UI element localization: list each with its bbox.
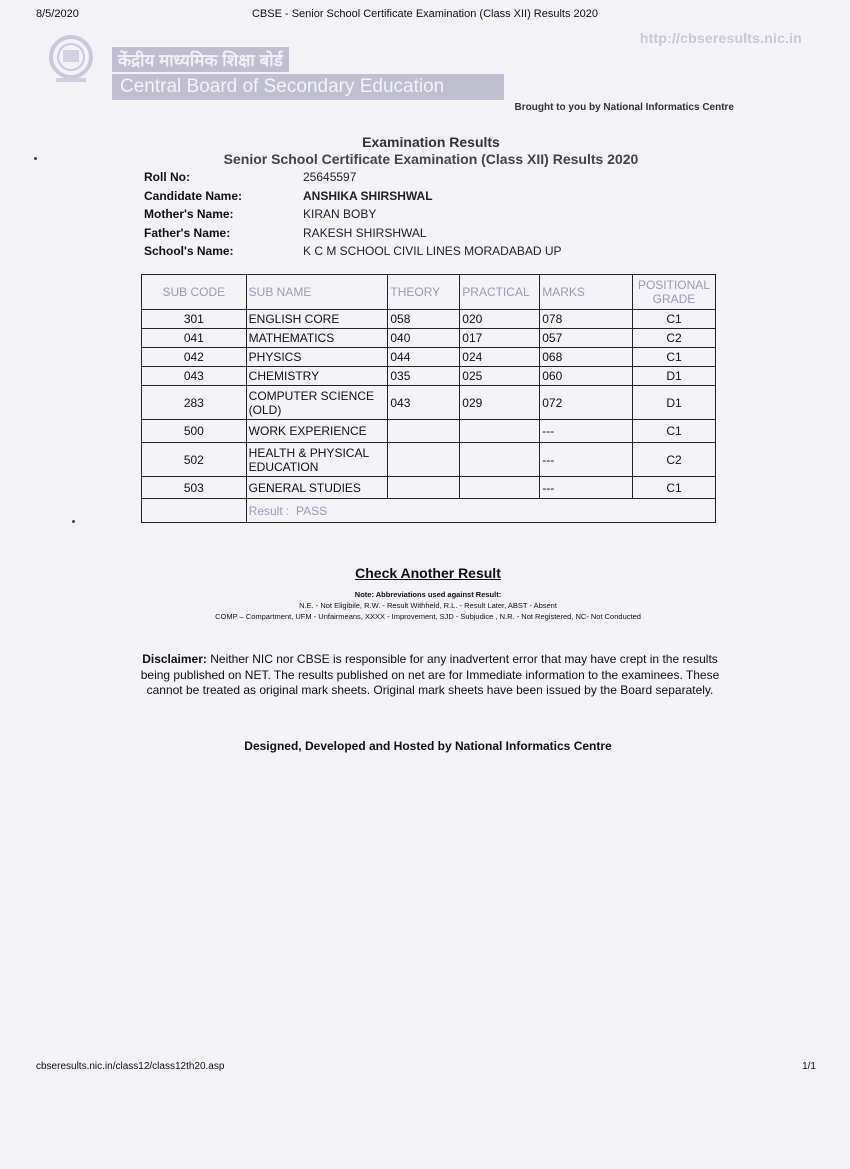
cell-grade: D1 (632, 367, 715, 386)
disclaimer (140, 652, 720, 699)
header-theory: THEORY (388, 275, 460, 310)
table-row (142, 367, 716, 386)
abbreviations-line2: COMP – Compartment, UFM - Unfairmeans, XXXX - Improvement, SJD - Subjudice , N.R. - Not Registered, NC- Not Conducted (215, 612, 641, 621)
table-row (142, 310, 716, 329)
cell-sub-code: 500 (142, 420, 247, 443)
cell-sub-code: 502 (142, 443, 247, 477)
cell-theory (388, 420, 460, 443)
cell-grade: C1 (632, 477, 715, 499)
school-name-value: K C M SCHOOL CIVIL LINES MORADABAD UP (303, 244, 562, 258)
cell-theory: 058 (388, 310, 460, 329)
abbreviations-line1: N.E. - Not Eligibile, R.W. - Result Withheld, R.L. - Result Later, ABST - Absent (299, 601, 557, 610)
cell-sub-name: PHYSICS (246, 348, 388, 367)
table-row (142, 386, 716, 420)
roll-value: 25645597 (303, 170, 357, 184)
cell-practical: 020 (460, 310, 540, 329)
cell-marks: --- (540, 477, 633, 499)
cell-marks: --- (540, 420, 633, 443)
scan-speck (34, 157, 37, 160)
cell-grade: D1 (632, 386, 715, 420)
father-name-row (144, 226, 562, 245)
cell-sub-name: MATHEMATICS (246, 329, 388, 348)
cell-practical (460, 443, 540, 477)
result-value: PASS (296, 503, 328, 518)
cell-sub-code: 283 (142, 386, 247, 420)
table-row (142, 443, 716, 477)
abbreviations-title: Note: Abbreviations used against Result: (354, 590, 502, 599)
header-positional-grade (632, 275, 715, 310)
cell-marks: 078 (540, 310, 633, 329)
result-label: Result : (248, 503, 290, 518)
banner-english-title: Central Board of Secondary Education (112, 74, 504, 100)
school-name-row (144, 244, 562, 263)
banner-hindi-title: केंद्रीय माध्यमिक शिक्षा बोर्ड (112, 47, 289, 72)
cell-practical: 024 (460, 348, 540, 367)
exam-subtitle: Senior School Certificate Examination (Class XII) Results 2020 (223, 151, 639, 167)
header-grade-line2: GRADE (652, 292, 696, 306)
candidate-info (144, 170, 562, 263)
cell-sub-name: WORK EXPERIENCE (246, 420, 388, 443)
cell-practical: 017 (460, 329, 540, 348)
school-name-label: School's Name: (144, 244, 234, 258)
check-another-result-link[interactable]: Check Another Result (355, 565, 501, 581)
scan-speck (72, 520, 75, 523)
cell-sub-code: 043 (142, 367, 247, 386)
cell-grade: C1 (632, 420, 715, 443)
cell-theory: 035 (388, 367, 460, 386)
cell-sub-name: CHEMISTRY (246, 367, 388, 386)
father-name-label: Father's Name: (144, 225, 231, 240)
print-header-date: 8/5/2020 (36, 8, 79, 20)
marks-table (141, 274, 716, 523)
print-header-title: CBSE - Senior School Certificate Examination (Class XII) Results 2020 (251, 8, 599, 20)
header-practical: PRACTICAL (460, 275, 540, 310)
cell-grade: C1 (632, 348, 715, 367)
cell-theory: 044 (388, 348, 460, 367)
cell-marks: 072 (540, 386, 633, 420)
mother-name-row (144, 207, 562, 226)
mother-name-value: KIRAN BOBY (303, 207, 377, 221)
result-row (142, 499, 716, 523)
cell-practical: 025 (460, 367, 540, 386)
header-grade-line1: POSITIONAL (637, 278, 710, 292)
roll-label: Roll No: (144, 170, 190, 184)
cell-practical (460, 420, 540, 443)
cell-theory: 040 (388, 329, 460, 348)
result-cell (246, 499, 715, 523)
header-sub-code: SUB CODE (142, 275, 247, 310)
table-row (142, 329, 716, 348)
roll-row (144, 170, 562, 189)
cell-marks: 068 (540, 348, 633, 367)
candidate-name-row (144, 189, 562, 208)
disclaimer-label: Disclaimer: (142, 652, 207, 666)
cell-practical (460, 477, 540, 499)
cell-theory (388, 443, 460, 477)
site-url-link[interactable]: http://cbseresults.nic.in (639, 30, 802, 46)
header-sub-name: SUB NAME (246, 275, 388, 310)
designed-by-text: Designed, Developed and Hosted by National Informatics Centre (244, 739, 612, 753)
cell-practical: 029 (460, 386, 540, 420)
result-empty-cell (142, 499, 247, 523)
disclaimer-text: Neither NIC nor CBSE is responsible for any inadvertent error that may have crept in the results being published on NET. The results published on net are for Immediate information to the examinees. These cannot be treated as original mark sheets. Original mark sheets have been issued by the Board separately. (140, 652, 720, 697)
table-row (142, 348, 716, 367)
cell-marks: 060 (540, 367, 633, 386)
cell-sub-name: GENERAL STUDIES (246, 477, 388, 499)
cell-marks: --- (540, 443, 633, 477)
footer-page-number: 1/1 (802, 1061, 816, 1072)
brought-by-text: Brought to you by National Informatics Centre (514, 102, 734, 113)
cbse-banner (112, 47, 504, 100)
cell-grade: C1 (632, 310, 715, 329)
cell-theory (388, 477, 460, 499)
cell-sub-code: 503 (142, 477, 247, 499)
table-row (142, 477, 716, 499)
cell-sub-code: 301 (142, 310, 247, 329)
cell-grade: C2 (632, 329, 715, 348)
cell-sub-code: 041 (142, 329, 247, 348)
candidate-name-label: Candidate Name: (144, 188, 243, 203)
cell-grade: C2 (632, 443, 715, 477)
cell-sub-name: HEALTH & PHYSICAL EDUCATION (246, 443, 388, 477)
marks-table-header (142, 275, 716, 310)
father-name-value: RAKESH SHIRSHWAL (303, 225, 427, 240)
cell-marks: 057 (540, 329, 633, 348)
header-marks: MARKS (540, 275, 633, 310)
cbse-emblem-icon (48, 30, 94, 92)
exam-title: Examination Results (362, 134, 500, 150)
cell-sub-code: 042 (142, 348, 247, 367)
cell-sub-name: ENGLISH CORE (246, 310, 388, 329)
table-row (142, 420, 716, 443)
candidate-name-value: ANSHIKA SHIRSHWAL (303, 188, 433, 203)
cell-sub-name: COMPUTER SCIENCE (OLD) (246, 386, 388, 420)
cell-theory: 043 (388, 386, 460, 420)
footer-url: cbseresults.nic.in/class12/class12th20.asp (36, 1061, 225, 1072)
mother-name-label: Mother's Name: (144, 207, 234, 221)
